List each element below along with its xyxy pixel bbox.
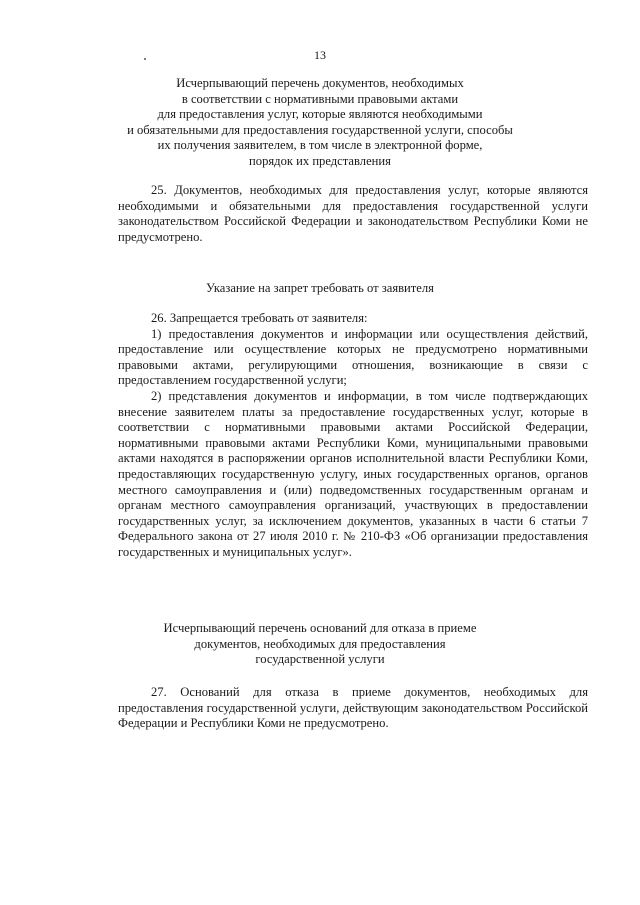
- heading-line: Указание на запрет требовать от заявителя: [206, 281, 434, 295]
- paragraph-26-sub2: 2) представления документов и информации, в том числе подтверждающих внесение заявителем платы за предоставление государственных услуг, которые в соответствии с нормативными правовыми актами Российской Федерации, нормативными правовыми актами Республики Коми, муниципальными правовыми актами находятся в распоряжении органов исполнительной власти Республики Коми, предоставляющих государственную услугу, иных государственных органов, органов местного самоуправления и (или) подведомственных государственным органам и органам местного самоуправления организаций, участвующих в предоставлении государственных услуг, за исключением документов, указанных в части 6 статьи 7 Федерального закона от 27 июля 2010 г. № 210-ФЗ «Об организации предоставления государственных и муниципальных услуг».: [118, 388, 588, 559]
- heading-line: порядок их представления: [249, 153, 391, 168]
- heading-line: Исчерпывающий перечень оснований для отказа в приеме: [163, 621, 477, 635]
- heading-documents-list: [80, 76, 560, 170]
- paragraph-26-sub1: 1) предоставления документов и информации или осуществления действий, предоставление или осуществление которых не предусмотрено нормативными правовыми актами, регулирующими отношения, возникающие в связи с предоставлением государственной услуги;: [118, 326, 588, 388]
- paragraph-27-text: 27. Оснований для отказа в приеме документов, необходимых для предоставления государственной услуги, действующим законодательством Российской Федерации и Республики Коми не предусмотрено.: [118, 685, 588, 731]
- heading-line: и обязательными для предоставления государственной услуги, способы: [127, 122, 513, 137]
- paragraph-26-intro: 26. Запрещается требовать от заявителя:: [151, 311, 368, 325]
- heading-line: документов, необходимых для предоставления: [194, 636, 446, 651]
- paragraph-25: [118, 183, 588, 245]
- heading-line: в соответствии с нормативными правовыми актами: [181, 91, 459, 106]
- heading-line: государственной услуги: [255, 652, 385, 667]
- paragraph-25-text: 25. Документов, необходимых для предоставления услуг, которые являются необходимыми и обязательными для предоставления государственной услуги законодательством Российской Федерации и законодательством Республики Коми не предусмотрено.: [118, 183, 588, 244]
- page-number: 13: [314, 48, 326, 62]
- paragraph-26: [118, 311, 588, 561]
- heading-line: Исчерпывающий перечень документов, необходимых: [176, 76, 464, 90]
- heading-line: для предоставления услуг, которые являются необходимыми: [157, 107, 483, 122]
- heading-line: их получения заявителем, в том числе в электронной форме,: [157, 138, 483, 153]
- scan-dot: [144, 58, 146, 60]
- paragraph-27: [118, 685, 588, 732]
- heading-prohibition: [80, 281, 560, 297]
- heading-refusal-grounds: [80, 621, 560, 668]
